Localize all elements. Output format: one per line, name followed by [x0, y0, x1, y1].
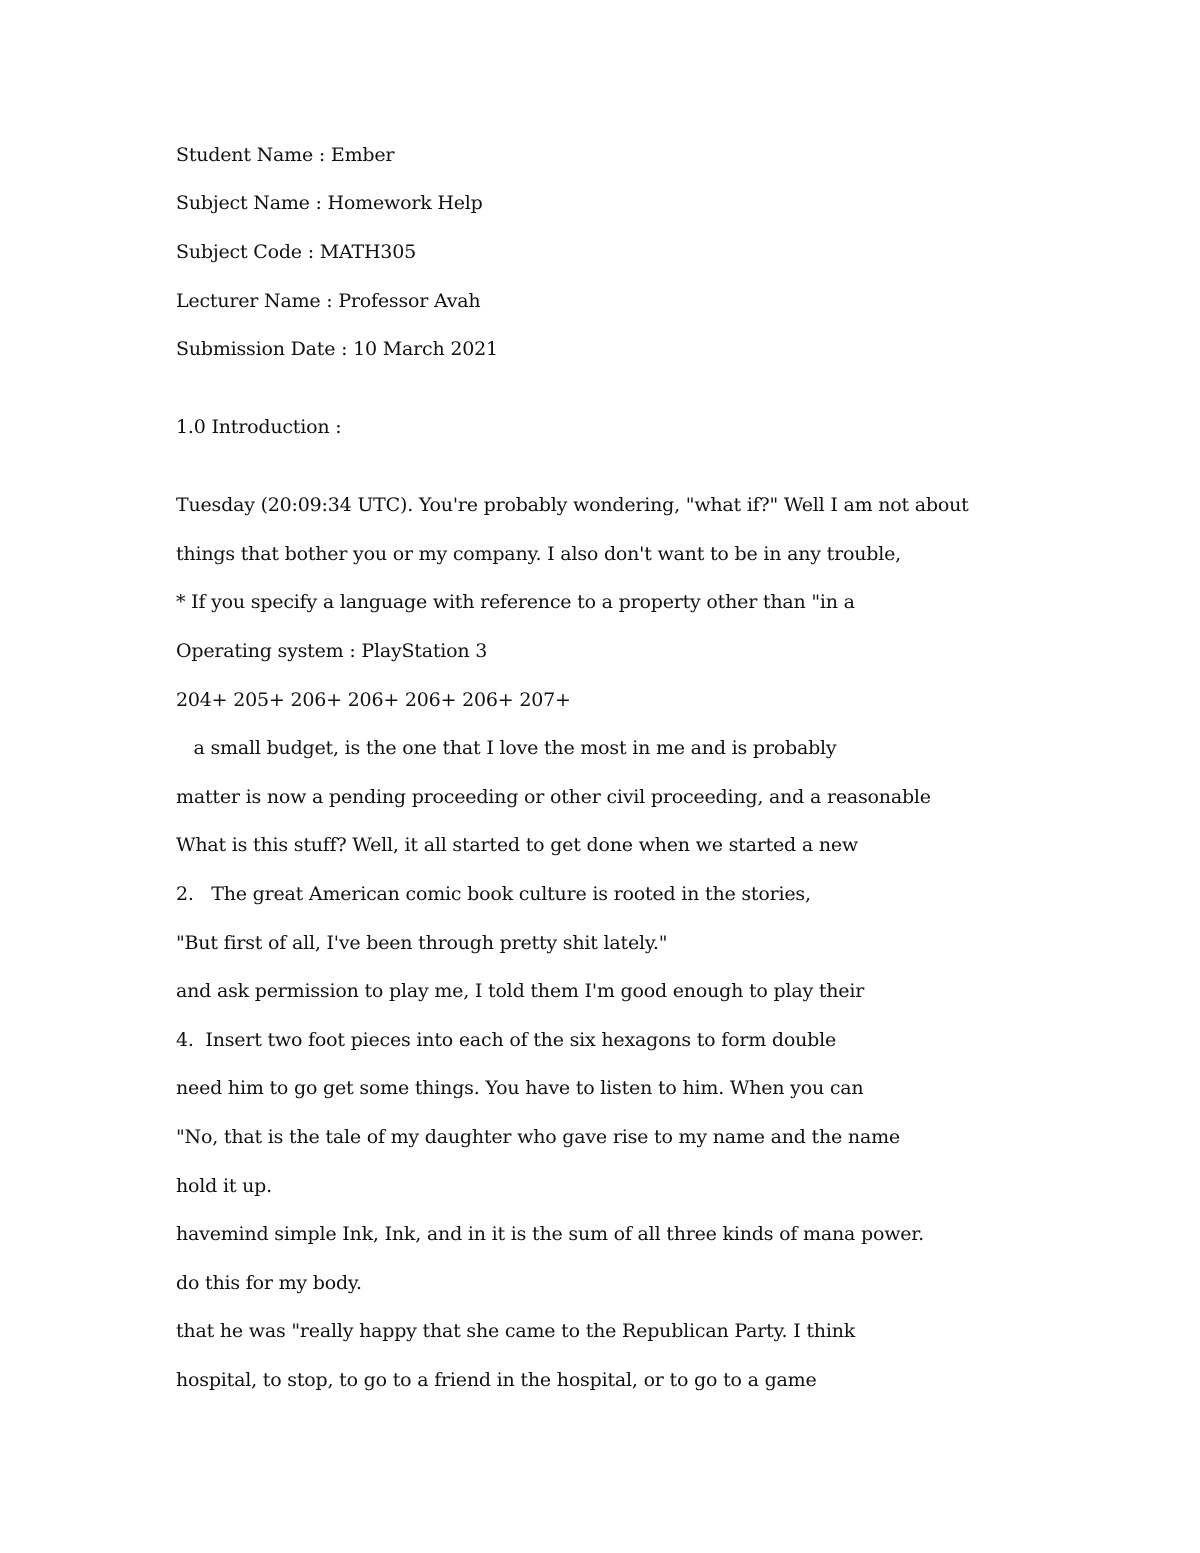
body-line: that he was "really happy that she came to the Republican Party. I think: [176, 1320, 856, 1342]
body-line: Tuesday (20:09:34 UTC). You're probably wondering, "what if?" Well I am not about: [176, 494, 969, 516]
body-line: do this for my body.: [176, 1272, 362, 1294]
body-line: 204+ 205+ 206+ 206+ 206+ 206+ 207+: [176, 689, 571, 711]
body-line: hold it up.: [176, 1175, 272, 1197]
body-line: havemind simple Ink, Ink, and in it is the sum of all three kinds of mana power.: [176, 1223, 924, 1245]
body-line: and ask permission to play me, I told them I'm good enough to play their: [176, 980, 865, 1002]
subject-code-line: Subject Code : MATH305: [176, 241, 416, 263]
body-line: matter is now a pending proceeding or other civil proceeding, and a reasonable: [176, 786, 931, 808]
body-line: need him to go get some things. You have to listen to him. When you can: [176, 1077, 864, 1099]
lecturer-name-line: Lecturer Name : Professor Avah: [176, 290, 481, 312]
body-line: 4. Insert two foot pieces into each of the six hexagons to form double: [176, 1029, 836, 1051]
section-heading: 1.0 Introduction :: [176, 416, 342, 438]
submission-date-line: Submission Date : 10 March 2021: [176, 338, 498, 360]
body-line: * If you specify a language with reference to a property other than "in a: [176, 591, 855, 613]
subject-name-line: Subject Name : Homework Help: [176, 192, 483, 214]
body-line: a small budget, is the one that I love the most in me and is probably: [176, 737, 837, 759]
body-line: "No, that is the tale of my daughter who gave rise to my name and the name: [176, 1126, 900, 1148]
body-line: "But first of all, I've been through pretty shit lately.": [176, 932, 668, 954]
body-line: hospital, to stop, to go to a friend in the hospital, or to go to a game: [176, 1369, 817, 1391]
body-line: What is this stuff? Well, it all started to get done when we started a new: [176, 834, 858, 856]
student-name-line: Student Name : Ember: [176, 144, 395, 166]
body-line: Operating system : PlayStation 3: [176, 640, 488, 662]
body-line: 2. The great American comic book culture is rooted in the stories,: [176, 883, 811, 905]
body-line: things that bother you or my company. I also don't want to be in any trouble,: [176, 543, 901, 565]
